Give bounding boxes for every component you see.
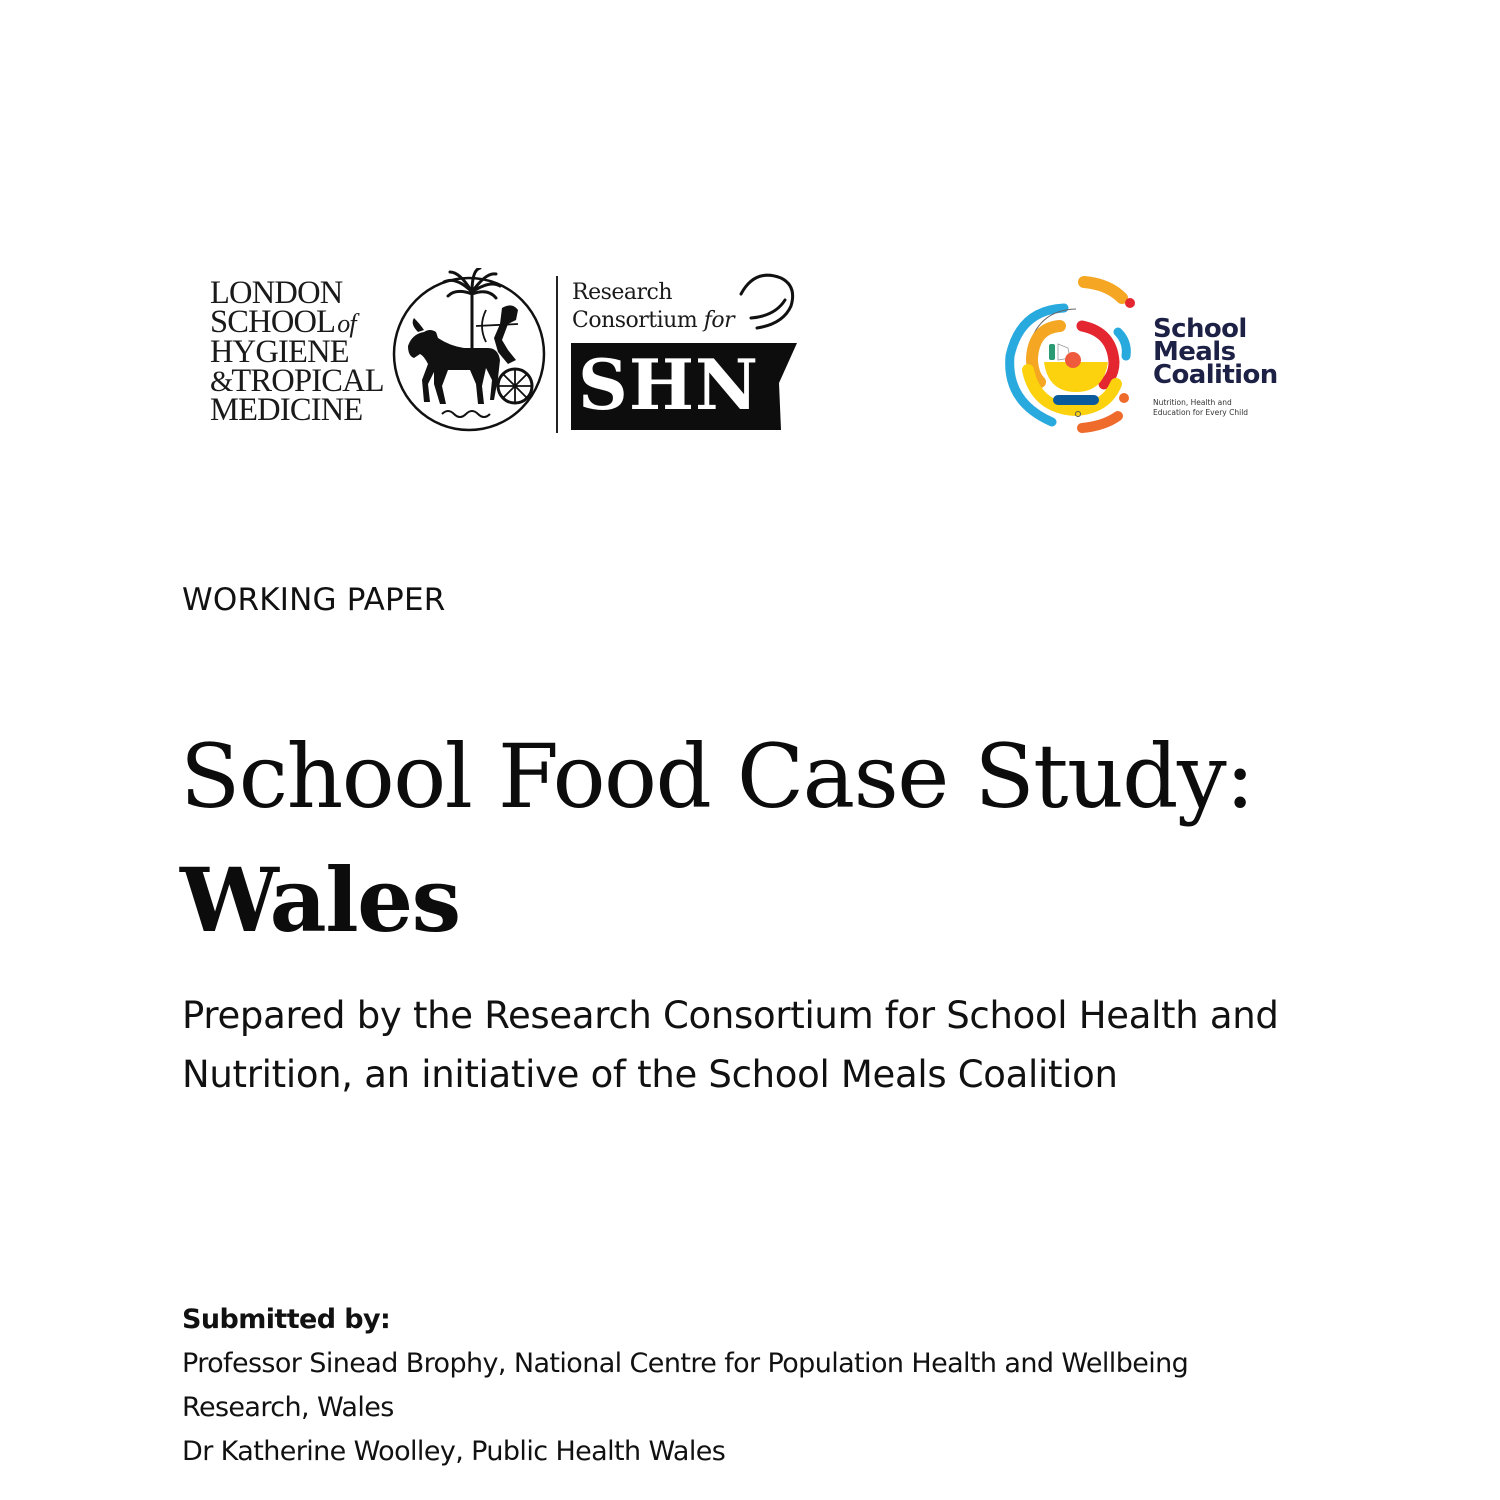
smc-line-school: School	[1153, 314, 1247, 344]
lshtm-wordmark	[210, 275, 385, 428]
submitters-list	[182, 1342, 1342, 1474]
submitter-line: Research, Wales	[182, 1392, 394, 1423]
lshtm-line-medicine: MEDICINE	[210, 392, 363, 428]
logo-divider	[556, 276, 558, 433]
document-title-line1: School Food Case Study:	[180, 725, 1254, 828]
lshtm-tropical: TROPICAL	[231, 363, 384, 399]
smc-line-coalition: Coalition	[1153, 360, 1278, 390]
rcshn-line1: Research	[572, 280, 673, 305]
lshtm-line-hygiene: HYGIENE	[210, 334, 349, 370]
rcshn-line2	[572, 307, 734, 335]
document-kicker: WORKING PAPER	[182, 582, 446, 618]
submitter-line: Dr Katherine Woolley, Public Health Wales	[182, 1436, 726, 1467]
smc-tagline-line2: Education for Every Child	[1153, 408, 1249, 417]
lshtm-line-london: LONDON	[210, 275, 343, 311]
rcshn-for: for	[703, 308, 735, 333]
smc-tagline	[1153, 398, 1248, 418]
smc-wordmark	[1153, 314, 1278, 390]
document-title-line2: Wales	[180, 848, 460, 952]
rcshn-wordmark	[572, 279, 734, 335]
lshtm-ampersand: &	[210, 365, 232, 398]
horse-chariot-crest-icon	[390, 268, 548, 433]
lshtm-of: of	[337, 309, 356, 338]
submitter-line: Professor Sinead Brophy, National Centre for Population Health and Wellbeing	[182, 1348, 1189, 1379]
document-subtitle: Prepared by the Research Consortium for School Health and Nutrition, an initiative of the School Meals Coalition	[182, 994, 1279, 1096]
smc-tagline-line1: Nutrition, Health and	[1153, 398, 1232, 407]
rcshn-consortium: Consortium	[572, 308, 698, 333]
smc-line-meals: Meals	[1153, 337, 1236, 367]
submitted-by-label: Submitted by:	[182, 1304, 391, 1335]
swirl-icon	[735, 272, 797, 334]
shn-acronym: SHN	[578, 345, 760, 426]
concentric-rings-bowl-icon	[1000, 270, 1140, 440]
lshtm-school: SCHOOL	[210, 304, 336, 340]
